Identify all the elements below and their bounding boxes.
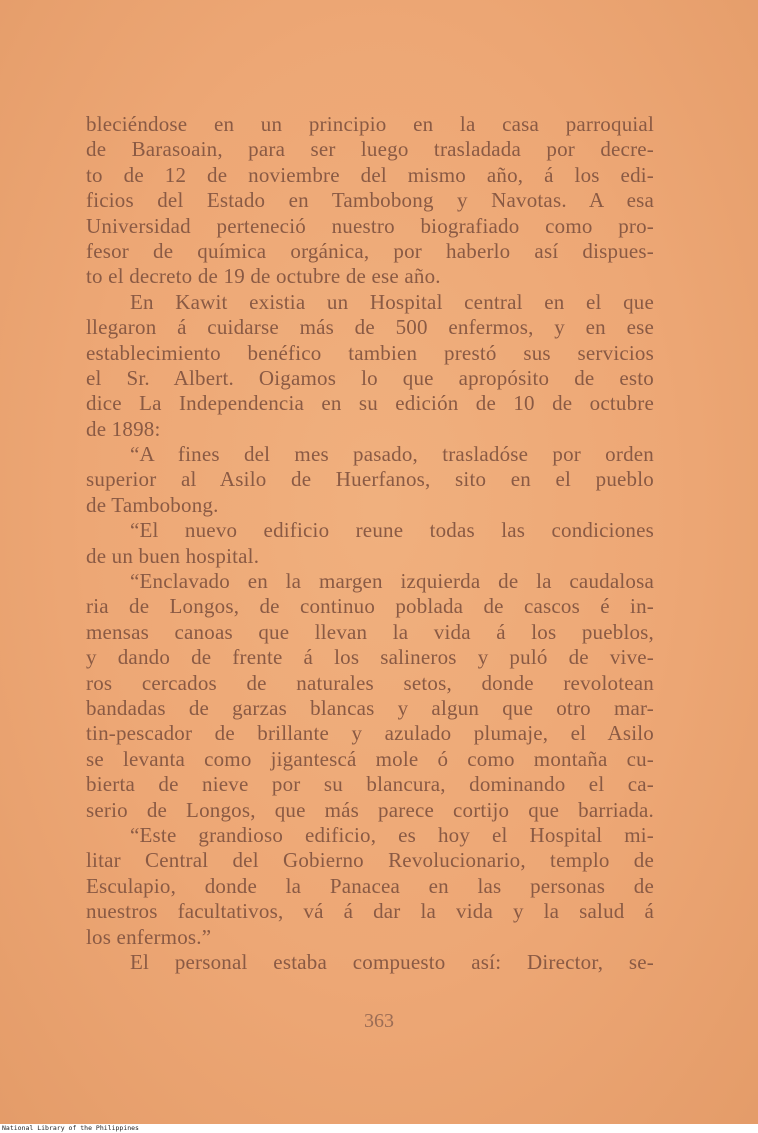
text-line: nuestros facultativos, vá á dar la vida y la salud á xyxy=(86,899,654,924)
text-line: bandadas de garzas blancas y algun que otro mar- xyxy=(86,695,654,720)
text-line: de un buen hospital. xyxy=(86,543,260,568)
text-line: bleciéndose en un principio en la casa parroquial xyxy=(86,112,654,136)
text-line: tin-pescador de brillante y azulado plumaje, el Asilo xyxy=(86,721,654,746)
text-line: establecimiento benéfico tambien prestó sus servicios xyxy=(86,340,654,365)
text-line: dice La Independencia en su edición de 10 de octubre xyxy=(86,391,654,416)
text-line: fesor de química orgánica, por haberlo así dispues- xyxy=(86,238,654,263)
text-line: “Enclavado en la margen izquierda de la caudalosa xyxy=(130,569,654,594)
text-line: ria de Longos, de continuo poblada de cascos é in- xyxy=(86,594,654,619)
text-line: Universidad perteneció nuestro biografiado como pro- xyxy=(86,213,654,238)
text-line: mensas canoas que llevan la vida á los pueblos, xyxy=(86,619,654,644)
text-line: El personal estaba compuesto así: Director, se- xyxy=(130,949,654,974)
text-line: los enfermos.” xyxy=(86,924,212,949)
text-line: “A fines del mes pasado, trasladóse por orden xyxy=(130,442,654,467)
text-line: el Sr. Albert. Oigamos lo que apropósito de esto xyxy=(86,365,654,390)
text-line: to el decreto de 19 de octubre de ese año. xyxy=(86,264,441,289)
text-line: “El nuevo edificio reune todas las condiciones xyxy=(130,518,654,543)
text-line: se levanta como jigantescá mole ó como montaña cu- xyxy=(86,746,654,771)
text-line: Esculapio, donde la Panacea en las personas de xyxy=(86,873,654,898)
body-text xyxy=(86,112,654,975)
text-line: llegaron á cuidarse más de 500 enfermos, y en ese xyxy=(86,315,654,340)
text-line: de 1898: xyxy=(86,416,161,441)
page-number: 363 xyxy=(364,1010,394,1032)
text-line: “Este grandioso edificio, es hoy el Hospital mi- xyxy=(130,822,654,847)
text-line: litar Central del Gobierno Revolucionario, templo de xyxy=(86,848,654,873)
library-credit: National Library of the Philippines xyxy=(2,1124,139,1132)
text-line: ficios del Estado en Tambobong y Navotas. A esa xyxy=(86,188,654,213)
text-line: superior al Asilo de Huerfanos, sito en el pueblo xyxy=(86,467,654,492)
text-line: de Barasoain, para ser luego trasladada por decre- xyxy=(86,137,654,162)
text-line: bierta de nieve por su blancura, dominando el ca- xyxy=(86,772,654,797)
text-line: to de 12 de noviembre del mismo año, á los edi- xyxy=(86,162,654,187)
text-line: y dando de frente á los salineros y puló de vive- xyxy=(86,645,654,670)
text-line: ros cercados de naturales setos, donde revolotean xyxy=(86,670,654,695)
text-line: de Tambobong. xyxy=(86,492,219,517)
text-line: serio de Longos, que más parece cortijo que barriada. xyxy=(86,797,654,822)
text-line: En Kawit existia un Hospital central en el que xyxy=(130,289,654,314)
